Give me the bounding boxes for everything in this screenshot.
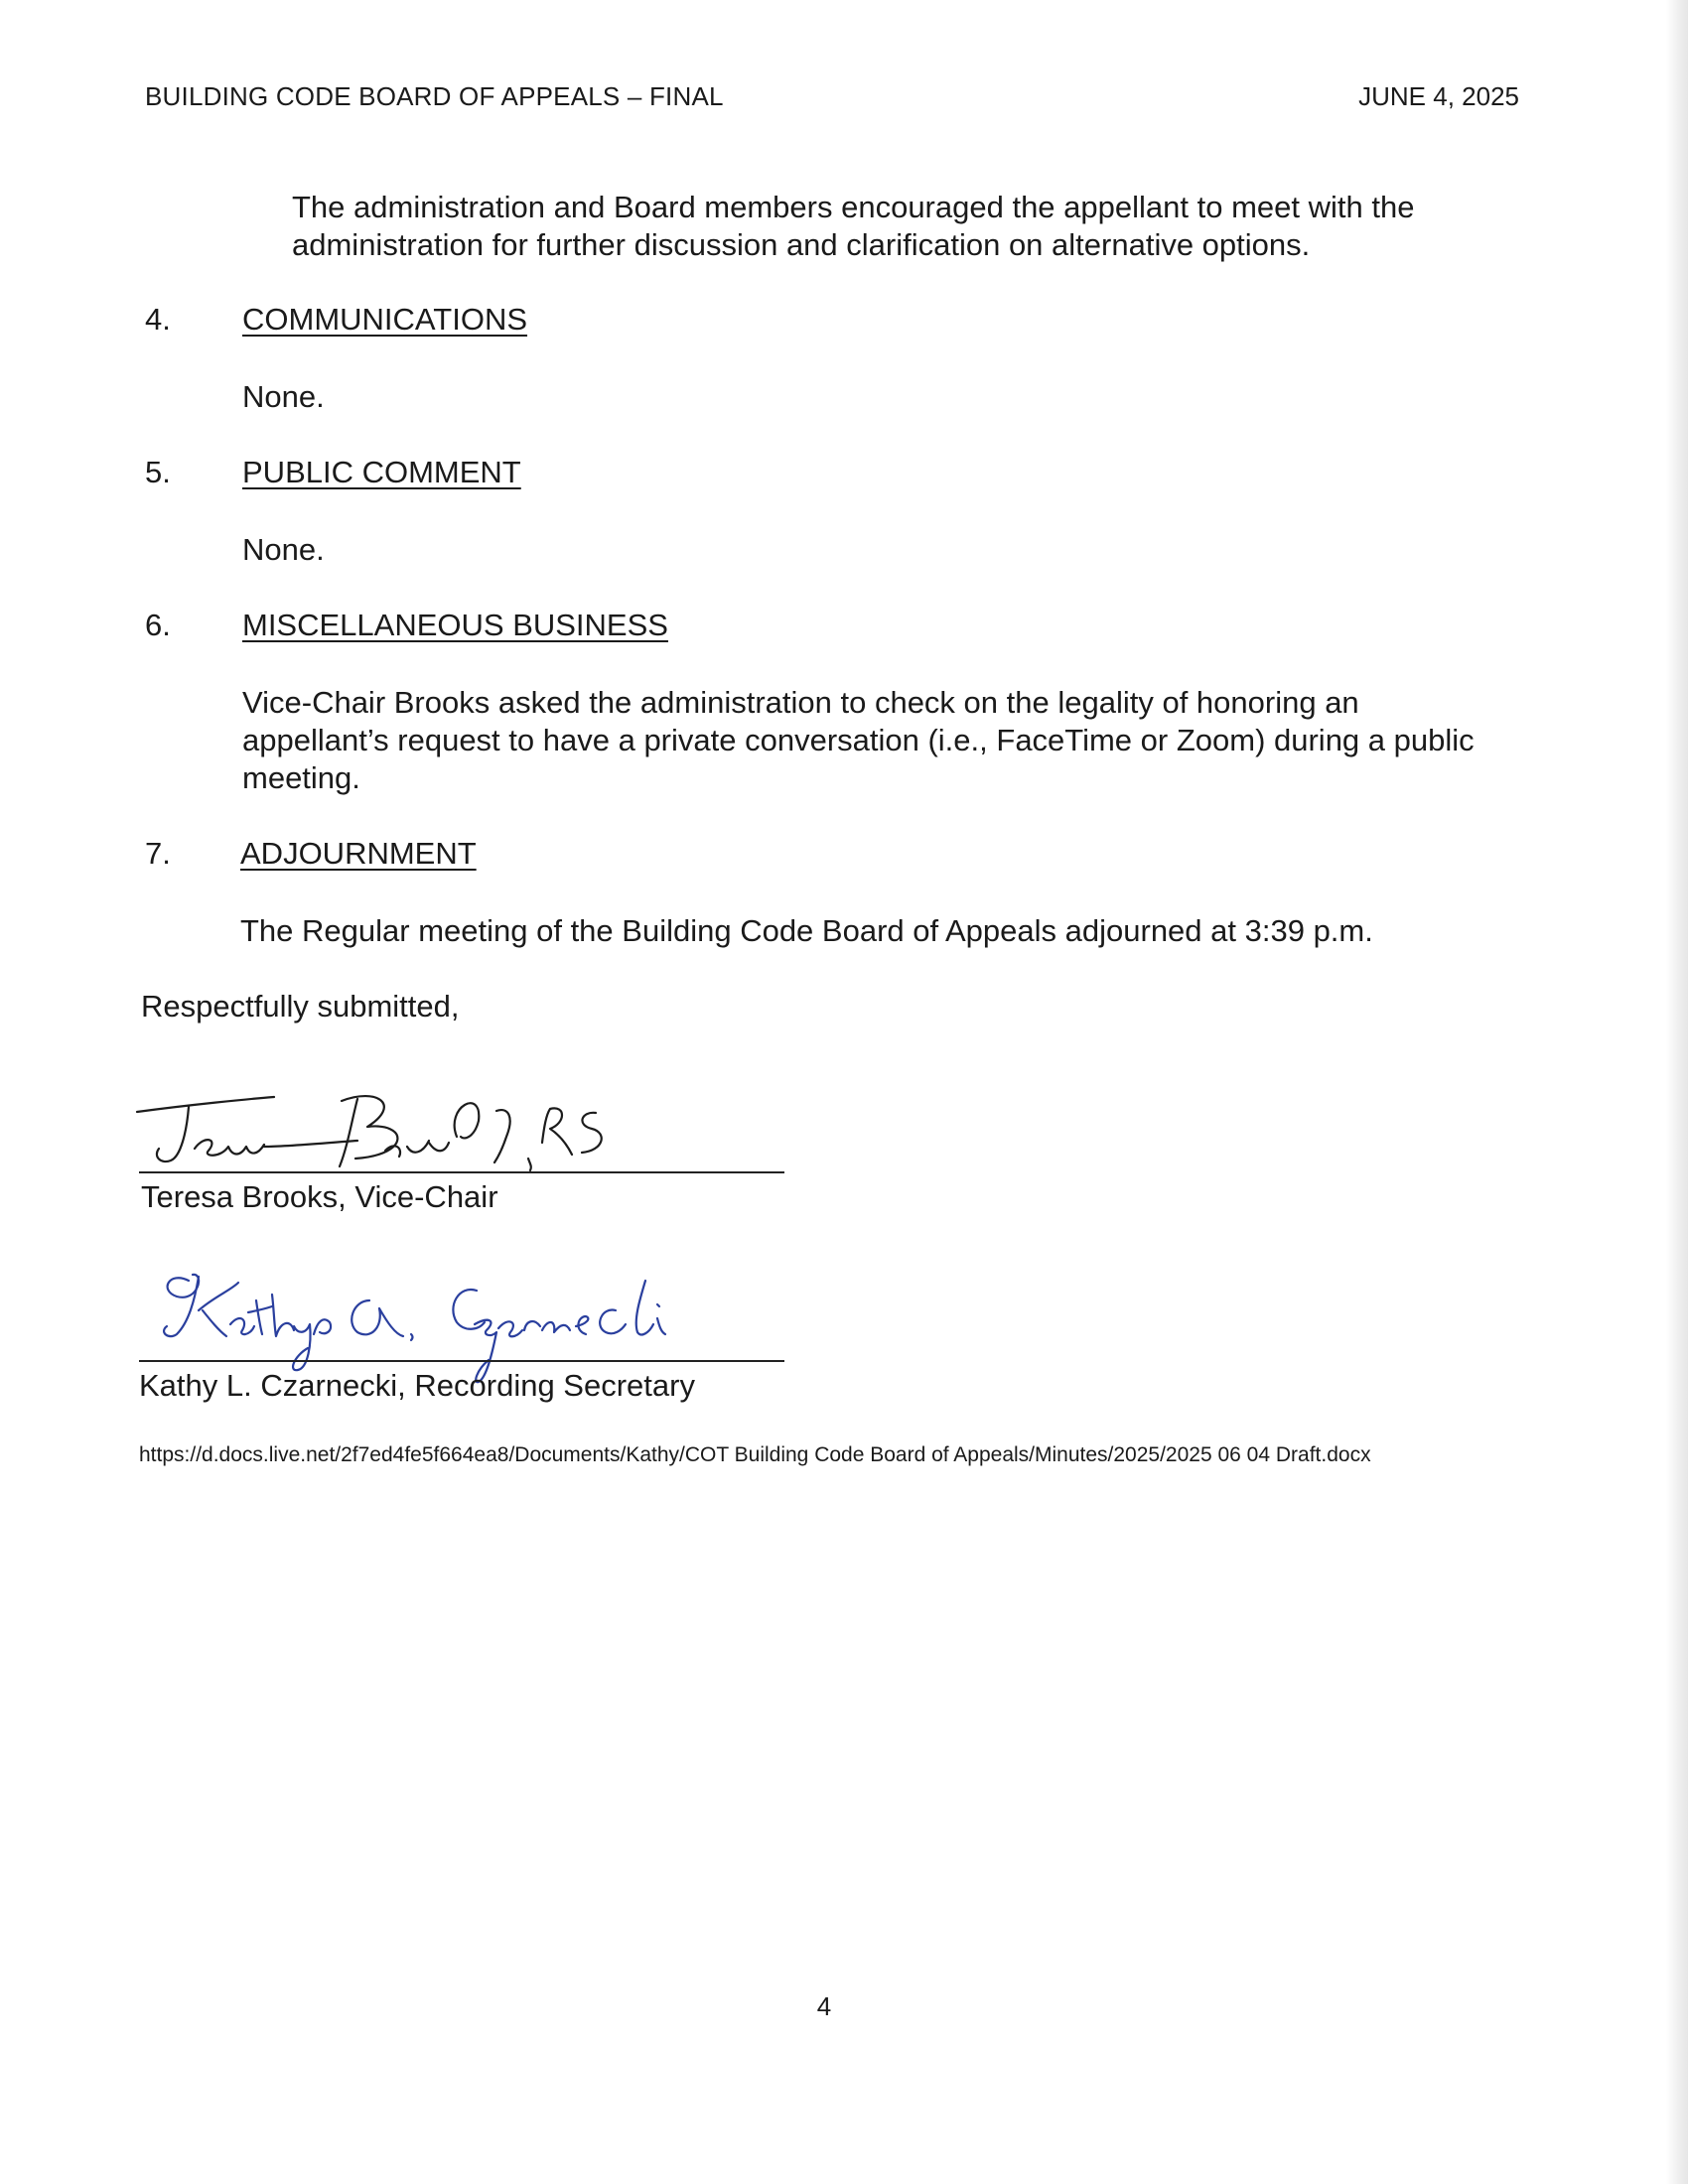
intro-paragraph: The administration and Board members encouraged the appellant to meet with the administration for further discussion and clarification on alternative options. <box>292 190 1415 262</box>
section-heading-adjournment: ADJOURNMENT <box>240 836 477 871</box>
section-number: 7. <box>145 836 171 871</box>
section-number: 5. <box>145 455 171 489</box>
section-body-communications: None. <box>242 379 325 414</box>
section-number: 4. <box>145 302 171 337</box>
scan-edge-shadow <box>1666 0 1688 2184</box>
section-body-miscellaneous-business: Vice-Chair Brooks asked the administration to check on the legality of honoring an appellant’s request to have a private conversation (i.e., FaceTime or Zoom) during a public meeting. <box>242 685 1475 795</box>
section-heading-communications: COMMUNICATIONS <box>242 302 528 337</box>
signature-line <box>139 1171 784 1173</box>
signer-name-teresa-brooks: Teresa Brooks, Vice-Chair <box>141 1179 498 1214</box>
signer-name-kathy-czarnecki: Kathy L. Czarnecki, Recording Secretary <box>139 1368 695 1403</box>
section-body-public-comment: None. <box>242 532 325 567</box>
section-number: 6. <box>145 608 171 642</box>
document-header-date: JUNE 4, 2025 <box>1358 81 1519 111</box>
closing-text: Respectfully submitted, <box>141 989 460 1024</box>
document-file-path: https://d.docs.live.net/2f7ed4fe5f664ea8/Documents/Kathy/COT Building Code Board of Appeals/Minutes/2025/2025 06 04 Draft.docx <box>139 1443 1371 1466</box>
section-body-adjournment: The Regular meeting of the Building Code Board of Appeals adjourned at 3:39 p.m. <box>240 913 1373 948</box>
section-heading-miscellaneous-business: MISCELLANEOUS BUSINESS <box>242 608 668 642</box>
page-number: 4 <box>816 1991 832 2021</box>
document-header-title: BUILDING CODE BOARD OF APPEALS – FINAL <box>145 81 724 111</box>
signature-line <box>139 1360 784 1362</box>
signature-teresa-brooks <box>129 1077 685 1176</box>
section-heading-public-comment: PUBLIC COMMENT <box>242 455 521 489</box>
